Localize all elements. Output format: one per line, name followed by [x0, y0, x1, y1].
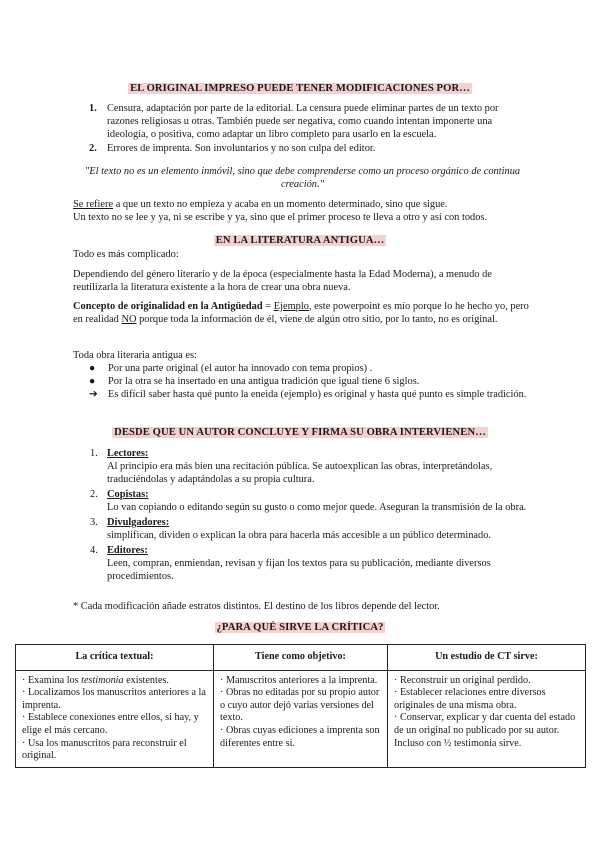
list-item-text: Errores de imprenta. Son involuntarios y no son culpa del editor. — [107, 143, 376, 154]
cell-line: · Reconstruir un original perdido. — [394, 674, 531, 686]
critica-table — [15, 644, 586, 768]
text: · Examina los — [22, 674, 82, 686]
bullet-icon: ● — [89, 363, 96, 374]
explanation-line-1 — [73, 198, 543, 211]
list-number: 1. — [90, 448, 98, 459]
table-header-row — [16, 645, 586, 671]
list-number: 2. — [90, 489, 98, 500]
cell-line: · Establecer relaciones entre diversos originales de una misma obra. — [394, 687, 546, 711]
actors-list — [73, 447, 535, 585]
cell-line: · Localizamos los manuscritos anteriores a la imprenta. — [22, 687, 206, 711]
text: a que un texto no empieza y acaba en un momento determinado, sino que sigue. — [113, 199, 448, 210]
section-heading-critica — [0, 621, 600, 634]
list-item-text: Por una parte original (el autor ha innovado con tema propios) . — [108, 363, 373, 374]
list-number: 4. — [90, 545, 98, 556]
list-item-text: Censura, adaptación por parte de la editorial. La censura puede eliminar partes de un texto por razones religiosas u otras. También puede ser negativa, como cuando intentan imponerte una ideología, o positiva, como adaptar un libro completo para usarlo en la escuela. — [107, 103, 499, 140]
table-row — [16, 670, 586, 767]
item-title: Lectores: — [107, 448, 149, 459]
text: existentes. — [123, 674, 169, 686]
section-heading-intervienen — [0, 426, 600, 439]
italic-text: testimonia — [81, 674, 124, 686]
underlined-text: NO — [121, 314, 137, 325]
underlined-text: Ejemplo — [273, 301, 309, 312]
text: = — [262, 301, 274, 312]
underlined-text: Se refiere — [73, 199, 114, 210]
item-text: Leen, compran, enmiendan, revisan y fijan los textos para su publicación, mediante diversos procedimientos. — [107, 558, 491, 582]
list-item — [73, 388, 535, 401]
bullet-icon: ● — [89, 376, 96, 387]
concept-title: Concepto de originalidad en la Antigüedad — [73, 301, 263, 312]
list-item — [73, 102, 531, 141]
concept-paragraph — [73, 300, 533, 326]
explanation-line-2: Un texto no se lee y ya, ni se escribe y ya, sino que el primer proceso te lleva a otro y así con todos. — [73, 212, 488, 223]
text: porque toda la información de él, viene de algún otro sitio, por lo tanto, no es original. — [136, 314, 498, 325]
list-item — [73, 447, 535, 486]
item-text: Lo van copiando o editando según su gusto o como mejor quede. Aseguran la transmisión de la obra. — [107, 502, 527, 513]
text: , este powerpoint es mío porque lo he hecho yo, pero en realidad — [73, 301, 529, 325]
list-number: 3. — [90, 517, 98, 528]
arrow-icon: ➔ — [89, 389, 98, 400]
list-item — [73, 488, 535, 514]
list-number: 1. — [89, 103, 97, 114]
list-item — [73, 375, 535, 388]
cell-line: · Obras cuyas ediciones a imprenta son diferentes entre sí. — [220, 724, 380, 749]
table-header: Un estudio de CT sirve: — [388, 645, 586, 671]
list-item-text: Por la otra se ha insertado en una antigua tradición que igual tiene 6 siglos. — [108, 376, 420, 387]
item-text: Al principio era más bien una recitación pública. Se autoexplican las obras, interpretándolas, traduciéndolas y adaptándolas a su propia cultura. — [107, 461, 493, 485]
antigua-bullets — [73, 362, 535, 401]
table-header: La crítica textual: — [16, 645, 214, 671]
list-number: 2. — [89, 143, 97, 154]
list-item — [73, 544, 535, 583]
cell-line: · Obras no editadas por su propio autor o cuyo autor dejó varias versiones del texto. — [220, 687, 380, 724]
list-item — [73, 516, 535, 542]
intro-text: Todo es más complicado: — [73, 249, 179, 260]
modifications-list — [73, 102, 531, 155]
heading-highlight: ¿PARA QUÉ SIRVE LA CRÍTICA? — [216, 622, 384, 633]
heading-highlight: DESDE QUE UN AUTOR CONCLUYE Y FIRMA SU OBRA INTERVIENEN… — [114, 427, 486, 438]
item-title: Editores: — [107, 545, 148, 556]
antigua-intro: Toda obra literaria antigua es: — [73, 350, 197, 361]
table-header: Tiene como objetivo: — [214, 645, 388, 671]
quote: "El texto no es un elemento inmóvil, sino que debe comprenderse como un proceso orgánico de continua creación." — [84, 166, 521, 190]
paragraph: Dependiendo del género literario y de la época (especialmente hasta la Edad Moderna), a menudo de reutilizarla la literatura existente a la hora de crear una obra nueva. — [73, 269, 492, 293]
cell-line — [22, 675, 207, 688]
cell-line: · Manuscritos anteriores a la imprenta. — [220, 674, 378, 686]
explanation — [73, 198, 543, 224]
heading-highlight: EN LA LITERATURA ANTIGUA… — [215, 235, 385, 246]
item-title: Divulgadores: — [107, 517, 170, 528]
item-title: Copistas: — [107, 489, 149, 500]
list-item-text: Es difícil saber hasta qué punto la eneida (ejemplo) es original y hasta qué punto es simple tradición. — [108, 389, 527, 400]
section-heading-original-impreso — [0, 82, 600, 95]
cell-line: · Usa los manuscritos para reconstruir el original. — [22, 737, 187, 762]
footnote: * Cada modificación añade estratos distintos. El destino de los libros depende del lector. — [73, 601, 440, 612]
item-text: simplifican, dividen o explican la obra para hacerla más accesible a un público determinado. — [107, 530, 492, 541]
table-cell — [214, 670, 388, 767]
cell-line: · Conservar, explicar y dar cuenta del estado de un original no publicado por su autor. Incluso con ½ testimonia sirve. — [394, 712, 576, 749]
list-item — [73, 142, 531, 155]
section-heading-literatura-antigua — [0, 234, 600, 247]
cell-line: · Establece conexiones entre ellos, si hay, y elige el más cercano. — [22, 712, 199, 736]
table-cell — [388, 670, 586, 767]
list-item — [73, 362, 535, 375]
heading-highlight: EL ORIGINAL IMPRESO PUEDE TENER MODIFICACIONES POR… — [130, 83, 470, 94]
table-cell — [16, 670, 214, 767]
